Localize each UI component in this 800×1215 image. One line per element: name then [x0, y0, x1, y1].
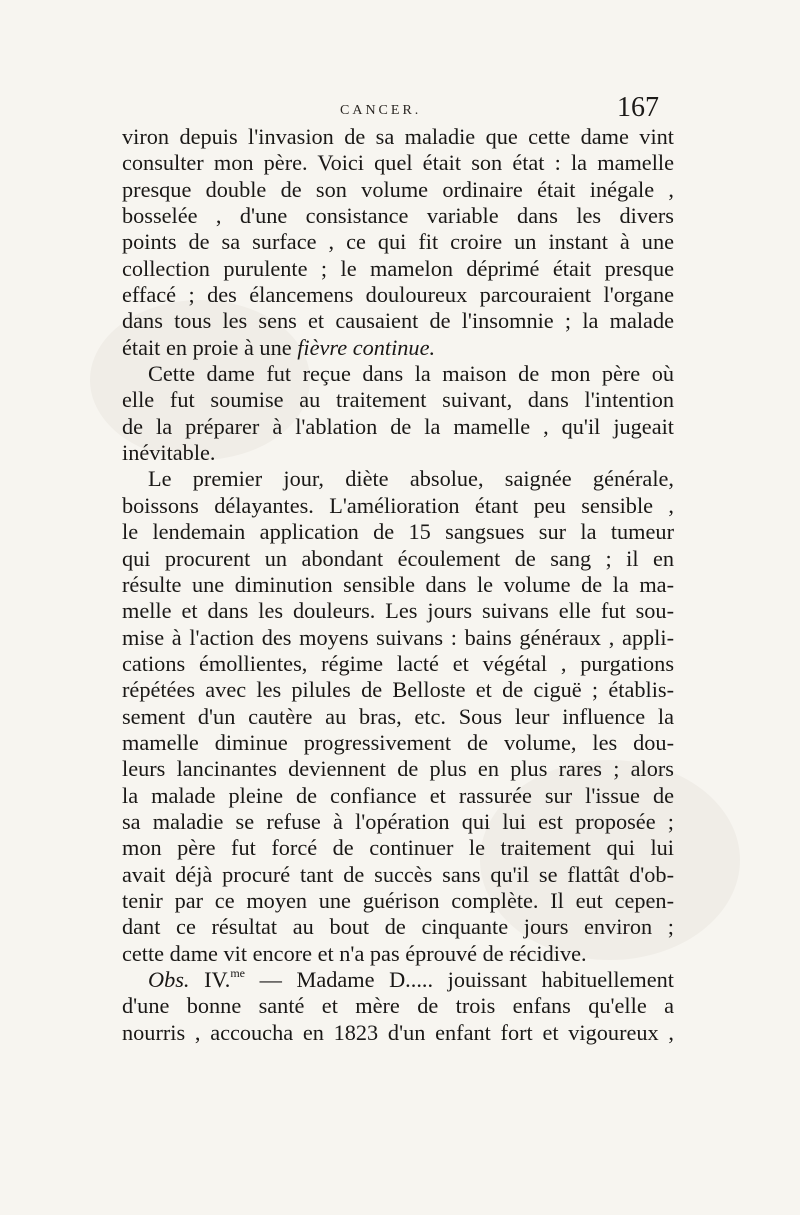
- text-line: inévitable.: [122, 440, 216, 466]
- text-line: mamelle diminue progressivement de volume, les dou-: [122, 729, 674, 755]
- text-line: avait déjà procuré tant de succès sans qu'il se flattât d'ob-: [122, 861, 674, 887]
- line-text: était en proie à une: [122, 334, 292, 360]
- text-line: nourris , accoucha en 1823 d'un enfant fort et vigoureux ,: [122, 1019, 674, 1045]
- text-line: répétées avec les pilules de Belloste et de ciguë ; établis-: [122, 677, 674, 703]
- line-text: — Madame D..... jouissant habituellement: [259, 967, 675, 992]
- text-line: points de sa surface , ce qui fit croire un instant à une: [122, 229, 674, 255]
- text-line: sement d'un cautère au bras, etc. Sous leur influence la: [122, 703, 674, 729]
- text-line: mon père fut forcé de continuer le traitement qui lui: [122, 835, 674, 861]
- text-line: bosselée , d'une consistance variable dans les divers: [122, 203, 674, 229]
- paragraph-start-line: Le premier jour, diète absolue, saignée générale,: [148, 466, 674, 492]
- text-line: la malade pleine de confiance et rassurée sur l'issue de: [122, 782, 674, 808]
- body-text: [122, 124, 674, 1046]
- text-line: viron depuis l'invasion de sa maladie que cette dame vint: [122, 124, 674, 149]
- italic-phrase: fièvre continue.: [297, 334, 436, 360]
- text-line: consulter mon père. Voici quel était son état : la mamelle: [122, 150, 674, 176]
- text-line: résulte une diminution sensible dans le volume de la ma-: [122, 571, 674, 597]
- text-line: tenir par ce moyen une guérison complète. Il eut cepen-: [122, 887, 674, 913]
- text-line: leurs lancinantes deviennent de plus en plus rares ; alors: [122, 756, 674, 782]
- page-number: 167: [617, 92, 659, 123]
- text-line: cations émollientes, régime lacté et végétal , purgations: [122, 650, 674, 676]
- obs-superscript: me: [230, 966, 246, 980]
- text-line: mise à l'action des moyens suivans : bains généraux , appli-: [122, 624, 674, 650]
- text-line: elle fut soumise au traitement suivant, dans l'intention: [122, 387, 674, 413]
- text-line: d'une bonne santé et mère de trois enfans qu'elle a: [122, 993, 674, 1019]
- observation-heading-line: [122, 967, 674, 993]
- text-line: dant ce résultat au bout de cinquante jours environ ;: [122, 914, 674, 940]
- running-title: CANCER.: [340, 103, 422, 118]
- text-line: melle et dans les douleurs. Les jours suivans elle fut sou-: [122, 598, 674, 624]
- obs-label: Obs.: [148, 967, 190, 992]
- obs-number: IV.: [204, 967, 231, 992]
- text-line: dans tous les sens et causaient de l'insomnie ; la malade: [122, 308, 674, 334]
- text-line: cette dame vit encore et n'a pas éprouvé de récidive.: [122, 940, 587, 966]
- text-line: de la préparer à l'ablation de la mamelle , qu'il jugeait: [122, 413, 674, 439]
- text-line: presque double de son volume ordinaire était inégale ,: [122, 176, 674, 202]
- text-line: collection purulente ; le mamelon déprimé était presque: [122, 255, 674, 281]
- text-line: sa maladie se refuse à l'opération qui lui est proposée ;: [122, 808, 674, 834]
- text-line: boissons délayantes. L'amélioration étant peu sensible ,: [122, 492, 674, 518]
- text-line: le lendemain application de 15 sangsues sur la tumeur: [122, 519, 674, 545]
- text-line: qui procurent un abondant écoulement de sang ; il en: [122, 545, 674, 571]
- text-line: [122, 335, 674, 361]
- text-line: effacé ; des élancemens douloureux parcouraient l'organe: [122, 282, 674, 308]
- paragraph-start-line: Cette dame fut reçue dans la maison de mon père où: [148, 361, 674, 387]
